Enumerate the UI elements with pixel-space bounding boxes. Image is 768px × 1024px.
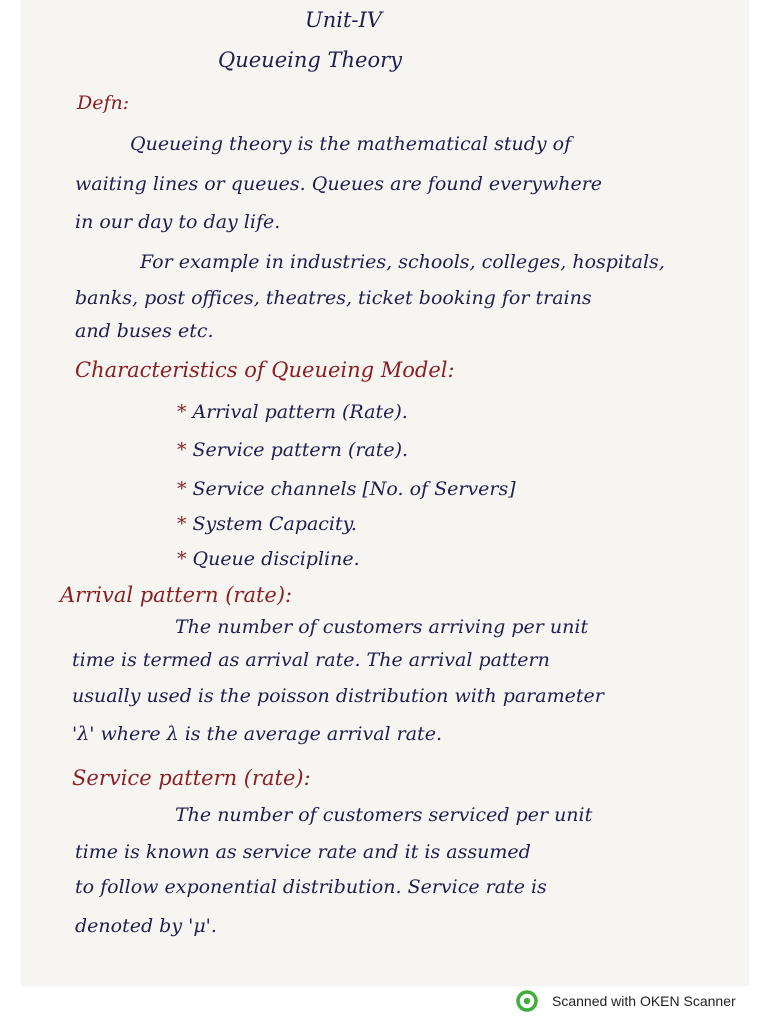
definition-line: banks, post offices, theatres, ticket booking for trains (75, 287, 592, 309)
service-pattern-line: to follow exponential distribution. Service rate is (75, 876, 547, 898)
bullet-star-icon: * (177, 548, 187, 570)
definition-line: waiting lines or queues. Queues are found everywhere (75, 173, 603, 195)
service-pattern-line: denoted by 'μ'. (75, 915, 217, 937)
definition-label: Defn: (77, 92, 130, 114)
bullet-star-icon: * (177, 439, 187, 461)
unit-title: Unit-IV (305, 8, 382, 32)
definition-line: in our day to day life. (75, 211, 281, 233)
scanner-watermark (516, 990, 736, 1012)
bullet-star-icon: * (177, 401, 187, 423)
service-pattern-line: The number of customers serviced per unit (175, 804, 593, 826)
characteristic-item (177, 441, 408, 460)
service-pattern-line: time is known as service rate and it is assumed (75, 841, 531, 863)
characteristic-item (177, 403, 408, 422)
arrival-pattern-heading: Arrival pattern (rate): (60, 583, 293, 607)
arrival-pattern-line: time is termed as arrival rate. The arrival pattern (72, 649, 550, 671)
subject-title: Queueing Theory (218, 48, 402, 72)
scanner-watermark-text: Scanned with OKEN Scanner (552, 993, 736, 1009)
characteristic-item (177, 515, 357, 534)
service-pattern-heading: Service pattern (rate): (72, 766, 311, 790)
characteristic-item (177, 550, 360, 569)
characteristic-item-label: Queue discipline. (192, 548, 360, 570)
oken-scanner-logo-icon (516, 990, 538, 1012)
arrival-pattern-line: 'λ' where λ is the average arrival rate. (72, 723, 442, 745)
arrival-pattern-line: usually used is the poisson distribution with parameter (72, 685, 604, 707)
characteristics-heading: Characteristics of Queueing Model: (75, 358, 455, 382)
definition-line: and buses etc. (75, 320, 214, 342)
characteristic-item (177, 480, 516, 499)
bullet-star-icon: * (177, 513, 187, 535)
definition-line: For example in industries, schools, colleges, hospitals, (140, 251, 665, 273)
characteristic-item-label: System Capacity. (192, 513, 357, 535)
arrival-pattern-line: The number of customers arriving per unit (175, 616, 589, 638)
scanned-page (22, 0, 748, 985)
characteristic-item-label: Service pattern (rate). (192, 439, 409, 461)
definition-line: Queueing theory is the mathematical study of (130, 133, 572, 155)
characteristic-item-label: Arrival pattern (Rate). (192, 401, 408, 423)
characteristic-item-label: Service channels [No. of Servers] (192, 478, 516, 500)
bullet-star-icon: * (177, 478, 187, 500)
